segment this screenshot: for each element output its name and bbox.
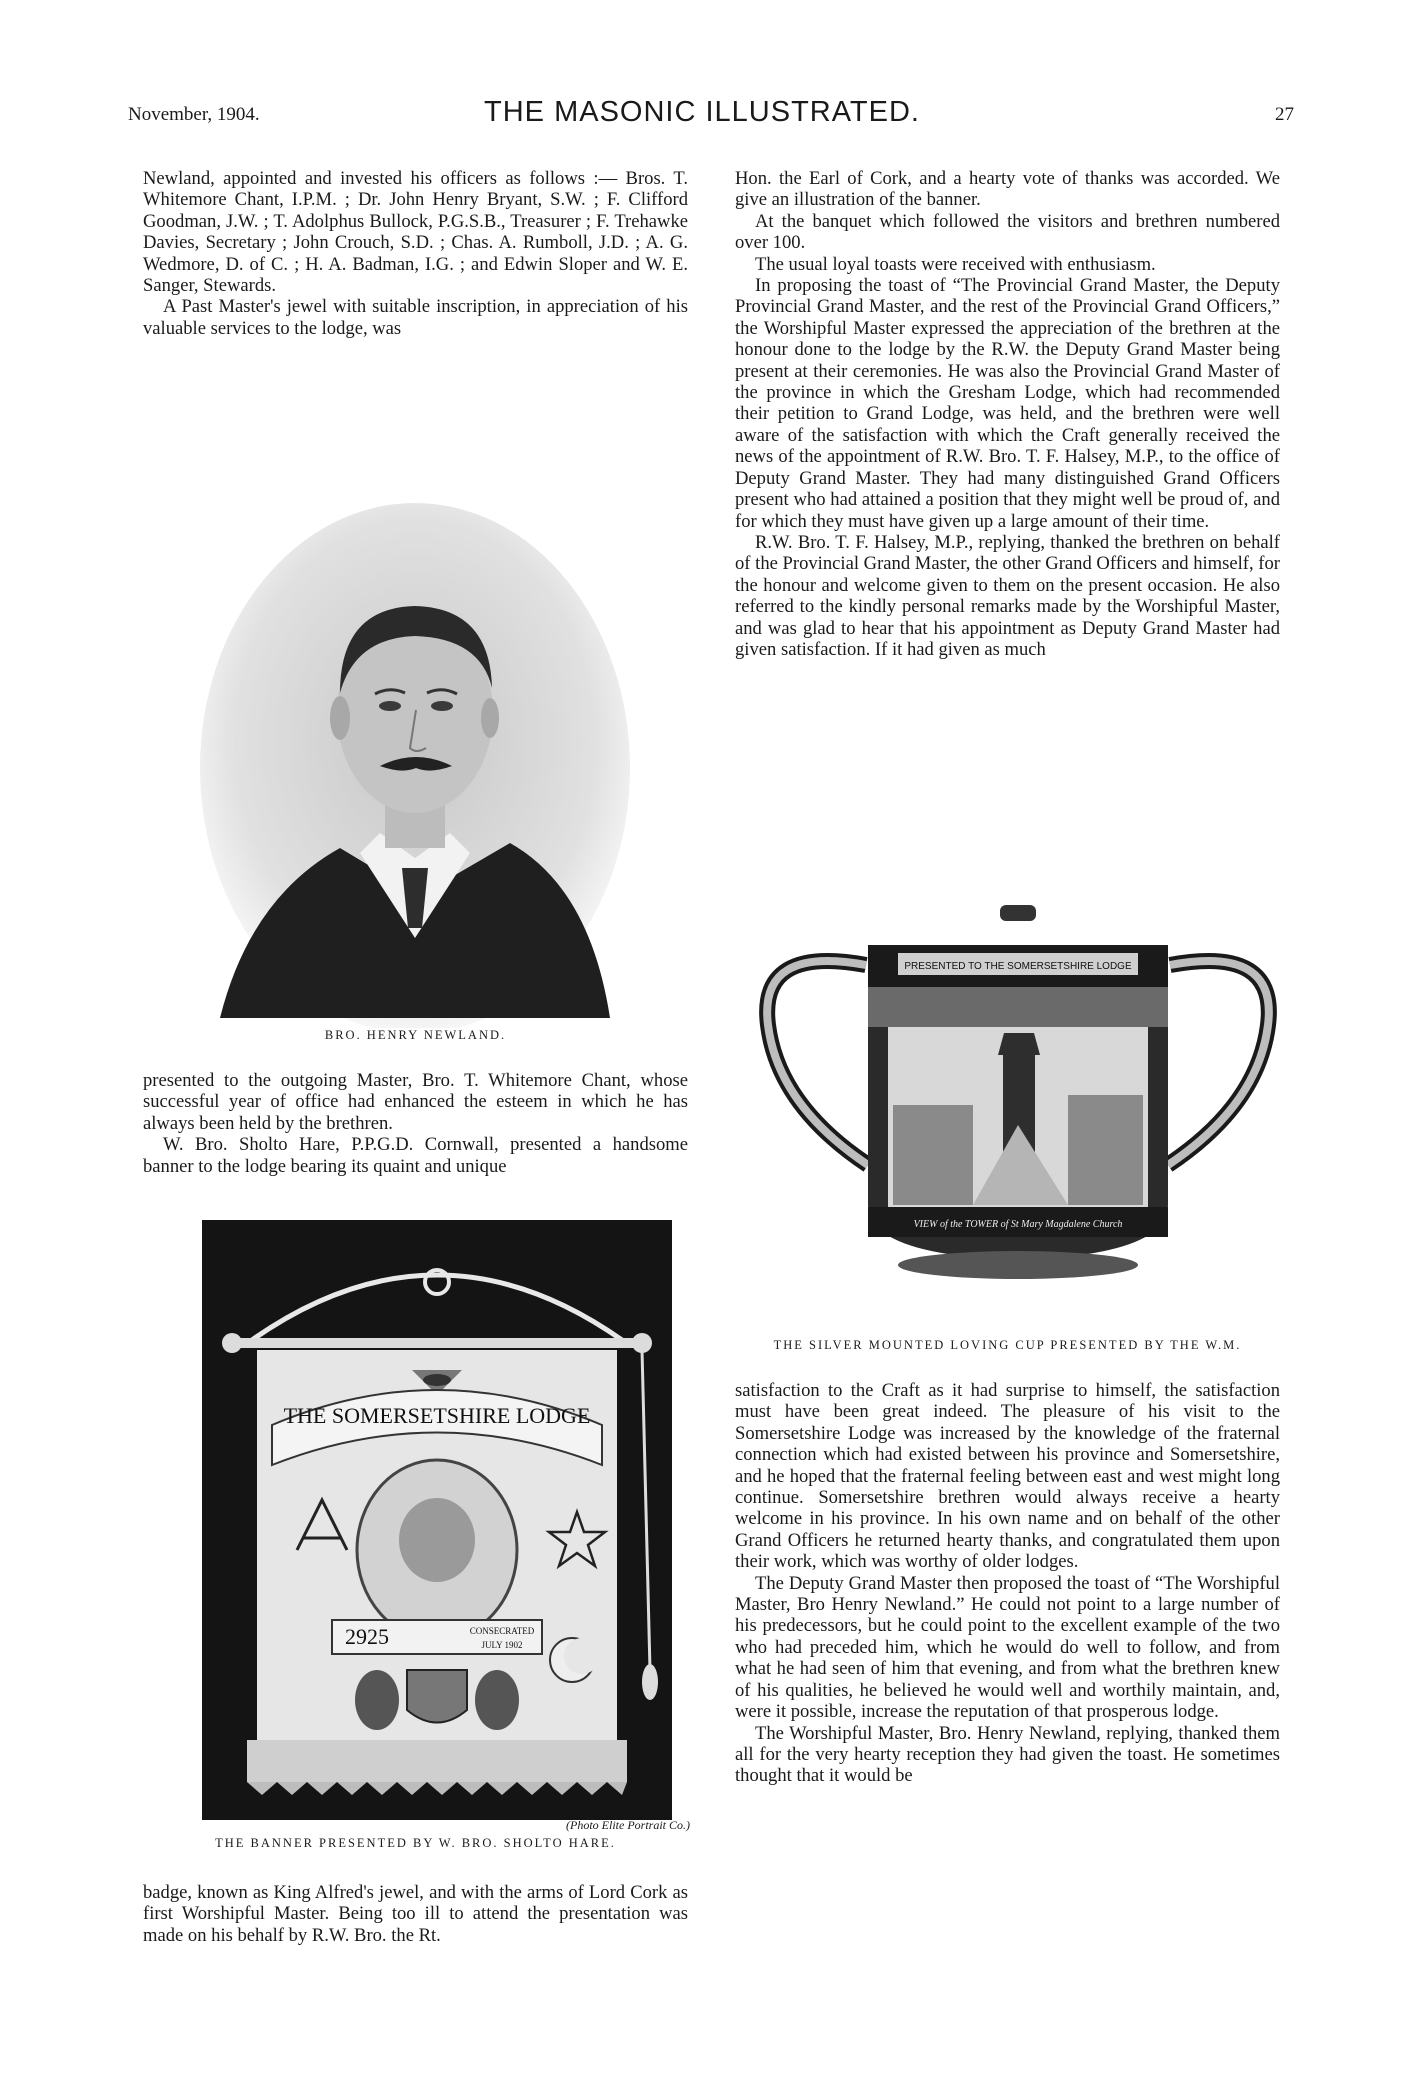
- coat-of-arms-icon: [407, 1670, 467, 1723]
- paragraph: The Worshipful Master, Bro. Henry Newland, replying, thanked them all for the very hearty reception they had given the toast. He sometimes thought that it would be: [735, 1722, 1280, 1787]
- cup-band-text: PRESENTED TO THE SOMERSETSHIRE LODGE: [904, 961, 1132, 972]
- left-column-bottom-text: [143, 1882, 688, 1946]
- banner-consecrated-date: JULY 1902: [481, 1640, 523, 1650]
- loving-cup-illustration: [738, 905, 1298, 1325]
- left-column-middle-text: [143, 1070, 688, 1177]
- paragraph: W. Bro. Sholto Hare, P.P.G.D. Cornwall, presented a handsome banner to the lodge bearing its quaint and unique: [143, 1134, 688, 1177]
- paragraph: Newland, appointed and invested his officers as follows :— Bros. T. Whitemore Chant, I.P.M. ; Dr. John Henry Bryant, S.W. ; F. Clifford Goodman, J.W. ; T. Adolphus Bullock, P.G.S.B., Treasurer ; F. Trehawke Davies, Secretary ; John Crouch, S.D. ; Chas. A. Rumboll, J.D. ; A. G. Wedmore, D. of C. ; H. A. Badman, I.G. ; and Edwin Sloper and W. E. Sanger, Stewards.: [143, 168, 688, 297]
- cup-inscription-text: VIEW of the TOWER of St Mary Magdalene Church: [913, 1219, 1123, 1230]
- paragraph: presented to the outgoing Master, Bro. T. Whitemore Chant, whose successful year of office had enhanced the esteem in which he has always been held by the brethren.: [143, 1070, 688, 1134]
- left-column-top-text: [143, 168, 688, 339]
- paragraph: badge, known as King Alfred's jewel, and with the arms of Lord Cork as first Worshipful Master. Being too ill to attend the presentation was made on his behalf by R.W. Bro. the Rt.: [143, 1882, 688, 1946]
- paragraph: In proposing the toast of “The Provincial Grand Master, the Deputy Provincial Grand Master, and the rest of the Provincial Grand Officers,” the Worshipful Master expressed the appreciation of the brethren at the honour done to the lodge by the R.W. the Deputy Grand Master being present at their ceremonies. He was also the Provincial Grand Master of the province in which the Gresham Lodge, which had recommended their petition to Grand Lodge, was held, and the brethren were well aware of the satisfaction with which the Craft generally received the news of the appointment of R.W. Bro. T. F. Halsey, M.P., to the office of Deputy Grand Master. They had many distinguished Grand Officers present who had attained a position that they might well be proud of, and for which they must have given up a large amount of their time.: [735, 275, 1280, 532]
- banner-caption: THE BANNER PRESENTED BY W. BRO. SHOLTO HARE.: [215, 1836, 616, 1850]
- banner-photo: [202, 1220, 672, 1820]
- loving-cup-caption: THE SILVER MOUNTED LOVING CUP PRESENTED BY THE W.M.: [773, 1338, 1242, 1352]
- loving-cup-photo: [738, 905, 1298, 1325]
- issue-date: November, 1904.: [128, 104, 260, 125]
- paragraph: The Deputy Grand Master then proposed the toast of “The Worshipful Master, Bro Henry Newland.” He could not point to a large number of his predecessors, but he could point to the excellent example of the two who had preceded him, which he would do well to follow, and from what he had seen of him that evening, and from what the brethren knew of his qualities, he believed he would well and worthily maintain, and, were it possible, increase the reputation of that prosperous lodge.: [735, 1572, 1280, 1723]
- paragraph: The usual loyal toasts were received with enthusiasm.: [755, 253, 1156, 275]
- paragraph: satisfaction to the Craft as it had surprise to himself, the satisfaction must have been great indeed. The pleasure of his visit to the Somersetshire Lodge was increased by the knowledge of the fraternal connection which had existed between his province and Somersetshire, and he hoped that the fraternal feeling between east and west might long continue. Somersetshire brethren would always receive a hearty welcome in his province. In his own name and on behalf of the other Grand Officers he returned hearty thanks, and congratulated them upon their work, which was worthy of older lodges.: [735, 1380, 1280, 1573]
- running-header: [0, 96, 1404, 136]
- paragraph: R.W. Bro. T. F. Halsey, M.P., replying, thanked the brethren on behalf of the Provincial Grand Master, the other Grand Officers and himself, for the honour and welcome given to them on the present occasion. He also referred to the kindly personal remarks made by the Worshipful Master, and was glad to hear that his appointment as Deputy Grand Master had given satisfaction. If it had given as much: [735, 531, 1280, 660]
- right-column-top-text: [735, 168, 1280, 660]
- banner-photo-credit: (Photo Elite Portrait Co.): [566, 1818, 690, 1832]
- banner-ribbon-text: THE SOMERSETSHIRE LODGE: [283, 1403, 591, 1428]
- paragraph: Hon. the Earl of Cork, and a hearty vote of thanks was accorded. We give an illustration of the banner.: [735, 168, 1280, 211]
- paragraph: A Past Master's jewel with suitable inscription, in appreciation of his valuable services to the lodge, was: [143, 296, 688, 339]
- banner-illustration: [202, 1220, 672, 1820]
- portrait-photo: [190, 498, 630, 1028]
- right-column-bottom-text: [735, 1380, 1280, 1787]
- banner-lodge-number: 2925: [345, 1624, 389, 1649]
- publication-title: THE MASONIC ILLUSTRATED.: [484, 96, 920, 128]
- banner-consecrated-label: CONSECRATED: [469, 1626, 535, 1636]
- portrait-caption: BRO. HENRY NEWLAND.: [324, 1028, 507, 1042]
- page-number: 27: [1275, 104, 1294, 125]
- paragraph: At the banquet which followed the visitors and brethren numbered over 100.: [735, 210, 1280, 254]
- portrait-illustration: [190, 498, 630, 1028]
